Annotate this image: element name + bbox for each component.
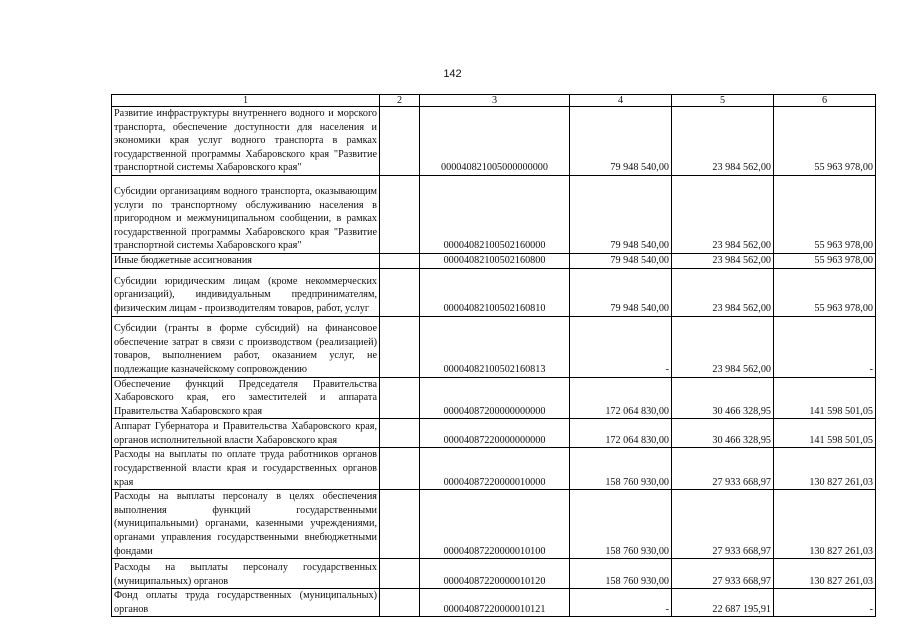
row-value-4: 158 760 930,00	[570, 448, 672, 490]
page-number: 142	[443, 68, 462, 80]
row-col2	[380, 377, 420, 419]
row-name: Обеспечение функций Председателя Правительства Хабаровского края, его заместителей и аппарата Правительства Хабаровского края	[112, 377, 380, 419]
row-col2	[380, 559, 420, 589]
row-value-4: 79 948 540,00	[570, 107, 672, 176]
row-col2	[380, 490, 420, 559]
row-value-6: -	[774, 316, 876, 377]
row-name: Аппарат Губернатора и Правительства Хабаровского края, органов исполнительной власти Хабаровского края	[112, 419, 380, 448]
column-header-6: 6	[774, 95, 876, 107]
column-header-1: 1	[112, 95, 380, 107]
row-value-6: -	[774, 589, 876, 617]
row-value-5: 22 687 195,91	[672, 589, 774, 617]
row-value-5: 27 933 668,97	[672, 448, 774, 490]
table-row	[112, 490, 876, 559]
row-value-6: 55 963 978,00	[774, 107, 876, 176]
row-value-4: -	[570, 589, 672, 617]
row-value-4: 158 760 930,00	[570, 559, 672, 589]
row-code: 00004087220000000000	[420, 419, 570, 448]
row-value-4: 172 064 830,00	[570, 419, 672, 448]
row-value-4: -	[570, 316, 672, 377]
table-row	[112, 448, 876, 490]
row-code: 00004082100502160810	[420, 268, 570, 316]
row-value-5: 23 984 562,00	[672, 316, 774, 377]
row-col2	[380, 107, 420, 176]
row-value-6: 55 963 978,00	[774, 176, 876, 254]
row-code: 00004087220000010100	[420, 490, 570, 559]
row-col2	[380, 589, 420, 617]
row-code: 00004087220000010000	[420, 448, 570, 490]
row-value-4: 172 064 830,00	[570, 377, 672, 419]
row-value-4: 79 948 540,00	[570, 254, 672, 269]
table-row	[112, 377, 876, 419]
row-value-4: 79 948 540,00	[570, 176, 672, 254]
row-value-6: 55 963 978,00	[774, 254, 876, 269]
row-value-5: 30 466 328,95	[672, 377, 774, 419]
table-row	[112, 559, 876, 589]
row-value-5: 27 933 668,97	[672, 559, 774, 589]
row-value-6: 141 598 501,05	[774, 377, 876, 419]
row-value-5: 23 984 562,00	[672, 254, 774, 269]
row-code: 00004087220000010120	[420, 559, 570, 589]
table-row	[112, 316, 876, 377]
table-row	[112, 268, 876, 316]
row-col2	[380, 254, 420, 269]
row-name: Расходы на выплаты персоналу государственных (муниципальных) органов	[112, 559, 380, 589]
column-header-2: 2	[380, 95, 420, 107]
row-col2	[380, 316, 420, 377]
row-value-6: 130 827 261,03	[774, 448, 876, 490]
row-name: Субсидии организациям водного транспорта, оказывающим услуги по транспортному обслуживанию населения в пригородном и межмуниципальном сообщении, в рамках государственной программы Хабаровского края "Развитие транспортной системы Хабаровского края"	[112, 176, 380, 254]
row-name: Субсидии (гранты в форме субсидий) на финансовое обеспечение затрат в связи с производством (реализацией) товаров, выполнением работ, оказанием услуг, не подлежащие казначейскому сопровождению	[112, 316, 380, 377]
row-name: Развитие инфраструктуры внутреннего водного и морского транспорта, обеспечение доступности для населения и экономики края услуг водного транспорта в рамках государственной программы Хабаровского края "Развитие транспортной системы Хабаровского края"	[112, 107, 380, 176]
row-value-6: 55 963 978,00	[774, 268, 876, 316]
table-row	[112, 254, 876, 269]
row-value-6: 130 827 261,03	[774, 559, 876, 589]
row-col2	[380, 448, 420, 490]
row-value-5: 27 933 668,97	[672, 490, 774, 559]
row-name: Иные бюджетные ассигнования	[112, 254, 380, 269]
row-value-5: 23 984 562,00	[672, 268, 774, 316]
table-row	[112, 589, 876, 617]
row-code: 00004082100502160800	[420, 254, 570, 269]
row-code: 00004087200000000000	[420, 377, 570, 419]
row-value-4: 79 948 540,00	[570, 268, 672, 316]
row-code: 00004087220000010121	[420, 589, 570, 617]
row-code: 000040821005000000000	[420, 107, 570, 176]
row-name: Фонд оплаты труда государственных (муниципальных) органов	[112, 589, 380, 617]
row-value-4: 158 760 930,00	[570, 490, 672, 559]
row-name: Субсидии юридическим лицам (кроме некоммерческих организаций), индивидуальным предпринимателям, физическим лицам - производителям товаров, работ, услуг	[112, 268, 380, 316]
row-col2	[380, 176, 420, 254]
column-header-4: 4	[570, 95, 672, 107]
row-col2	[380, 268, 420, 316]
row-name: Расходы на выплаты персоналу в целях обеспечения выполнения функций государственными (муниципальными) органами, казенными учреждениями, органами управления государственными внебюджетными фондами	[112, 490, 380, 559]
column-header-5: 5	[672, 95, 774, 107]
row-value-5: 30 466 328,95	[672, 419, 774, 448]
budget-table	[111, 94, 876, 617]
row-value-6: 141 598 501,05	[774, 419, 876, 448]
row-value-6: 130 827 261,03	[774, 490, 876, 559]
row-code: 00004082100502160000	[420, 176, 570, 254]
row-value-5: 23 984 562,00	[672, 107, 774, 176]
row-code: 00004082100502160813	[420, 316, 570, 377]
row-col2	[380, 419, 420, 448]
table-row	[112, 176, 876, 254]
row-value-5: 23 984 562,00	[672, 176, 774, 254]
table-row	[112, 107, 876, 176]
table-row	[112, 419, 876, 448]
row-name: Расходы на выплаты по оплате труда работников органов государственной власти края и государственных органов края	[112, 448, 380, 490]
column-header-3: 3	[420, 95, 570, 107]
table-header-row	[112, 95, 876, 107]
